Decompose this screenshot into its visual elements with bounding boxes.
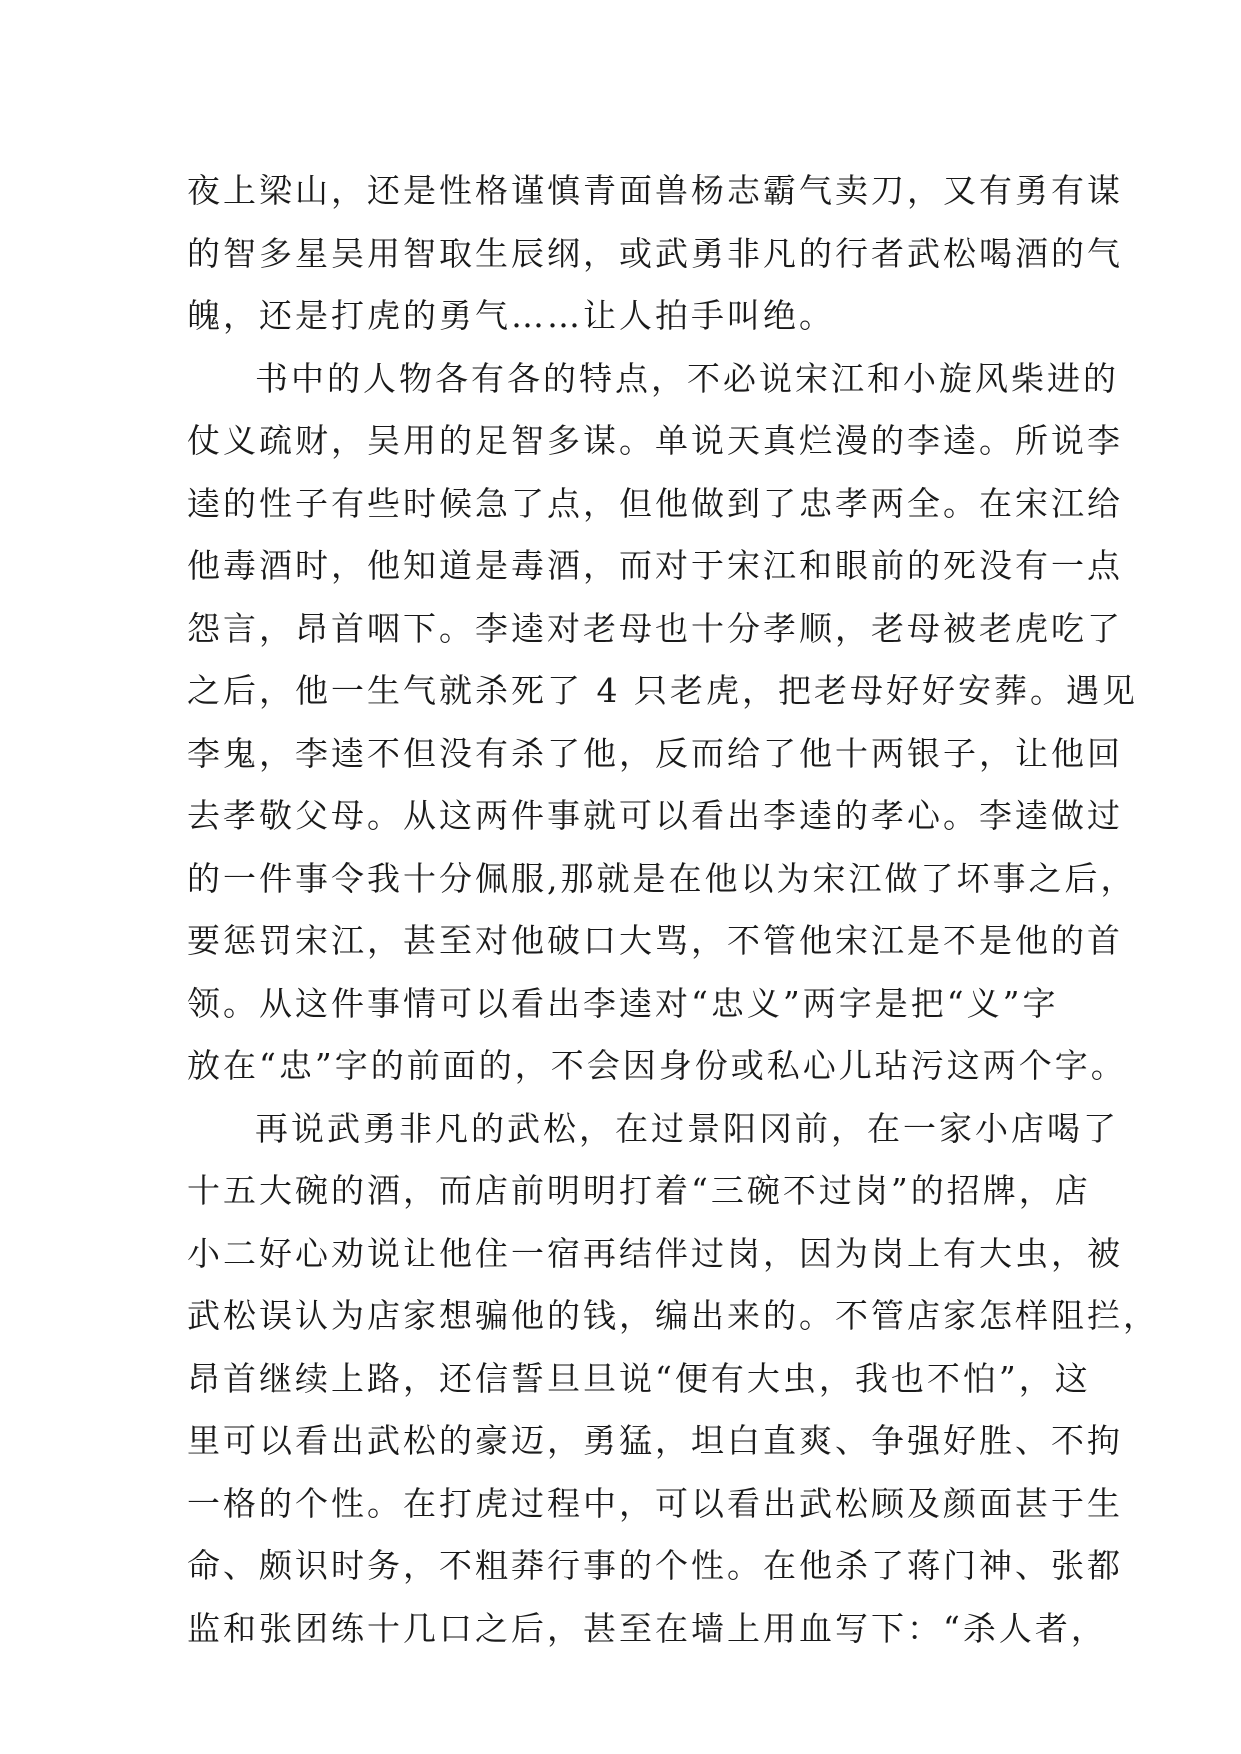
text-line: 李鬼，李逵不但没有杀了他，反而给了他十两银子，让他回 (187, 733, 1123, 773)
body-text (187, 160, 1159, 1660)
text-line: 他毒酒时，他知道是毒酒，而对于宋江和眼前的死没有一点 (187, 546, 1123, 585)
text-line: 小二好心劝说让他住一宿再结伴过岗，因为岗上有大虫，被 (187, 1233, 1123, 1273)
text-line: 监和张团练十几口之后，甚至在墙上用血写下：“杀人者， (187, 1608, 1107, 1648)
text-line: 昂首继续上路，还信誓旦旦说“便有大虫，我也不怕”，这 (187, 1358, 1091, 1398)
text-line: 一格的个性。在打虎过程中，可以看出武松顾及颜面甚于生 (187, 1483, 1123, 1523)
text-line: 逵的性子有些时候急了点，但他做到了忠孝两全。在宋江给 (187, 483, 1123, 523)
text-line: 去孝敬父母。从这两件事就可以看出李逵的孝心。李逵做过 (187, 796, 1123, 835)
text-line: 里可以看出武松的豪迈，勇猛，坦白直爽、争强好胜、不拘 (187, 1421, 1123, 1460)
text-line: 武松误认为店家想骗他的钱，编出来的。不管店家怎样阻拦， (187, 1296, 1159, 1335)
text-line: 书中的人物各有各的特点，不必说宋江和小旋风柴进的 (255, 358, 1119, 398)
text-line: 的一件事令我十分佩服,那就是在他以为宋江做了坏事之后， (187, 858, 1137, 898)
text-line: 之后，他一生气就杀死了 4 只老虎，把老母好好安葬。遇见 (187, 671, 1138, 710)
text-line: 要惩罚宋江，甚至对他破口大骂，不管他宋江是不是他的首 (187, 921, 1123, 960)
text-line: 放在“忠”字的前面的，不会因身份或私心儿玷污这两个字。 (187, 1046, 1127, 1085)
text-line: 怨言，昂首咽下。李逵对老母也十分孝顺，老母被老虎吃了 (187, 608, 1123, 648)
text-line: 再说武勇非凡的武松，在过景阳冈前，在一家小店喝了 (255, 1108, 1119, 1148)
text-line: 魄，还是打虎的勇气……让人拍手叫绝。 (187, 296, 835, 335)
text-line: 十五大碗的酒，而店前明明打着“三碗不过岗”的招牌，店 (187, 1171, 1091, 1210)
text-line: 命、颇识时务，不粗莽行事的个性。在他杀了蒋门神、张都 (187, 1546, 1123, 1585)
text-line: 领。从这件事情可以看出李逵对“忠义”两字是把“义”字 (187, 983, 1059, 1023)
text-line: 的智多星吴用智取生辰纲，或武勇非凡的行者武松喝酒的气 (187, 233, 1123, 273)
text-line: 仗义疏财，吴用的足智多谋。单说天真烂漫的李逵。所说李 (187, 421, 1123, 460)
text-line: 夜上梁山，还是性格谨慎青面兽杨志霸气卖刀，又有勇有谋 (187, 171, 1123, 210)
